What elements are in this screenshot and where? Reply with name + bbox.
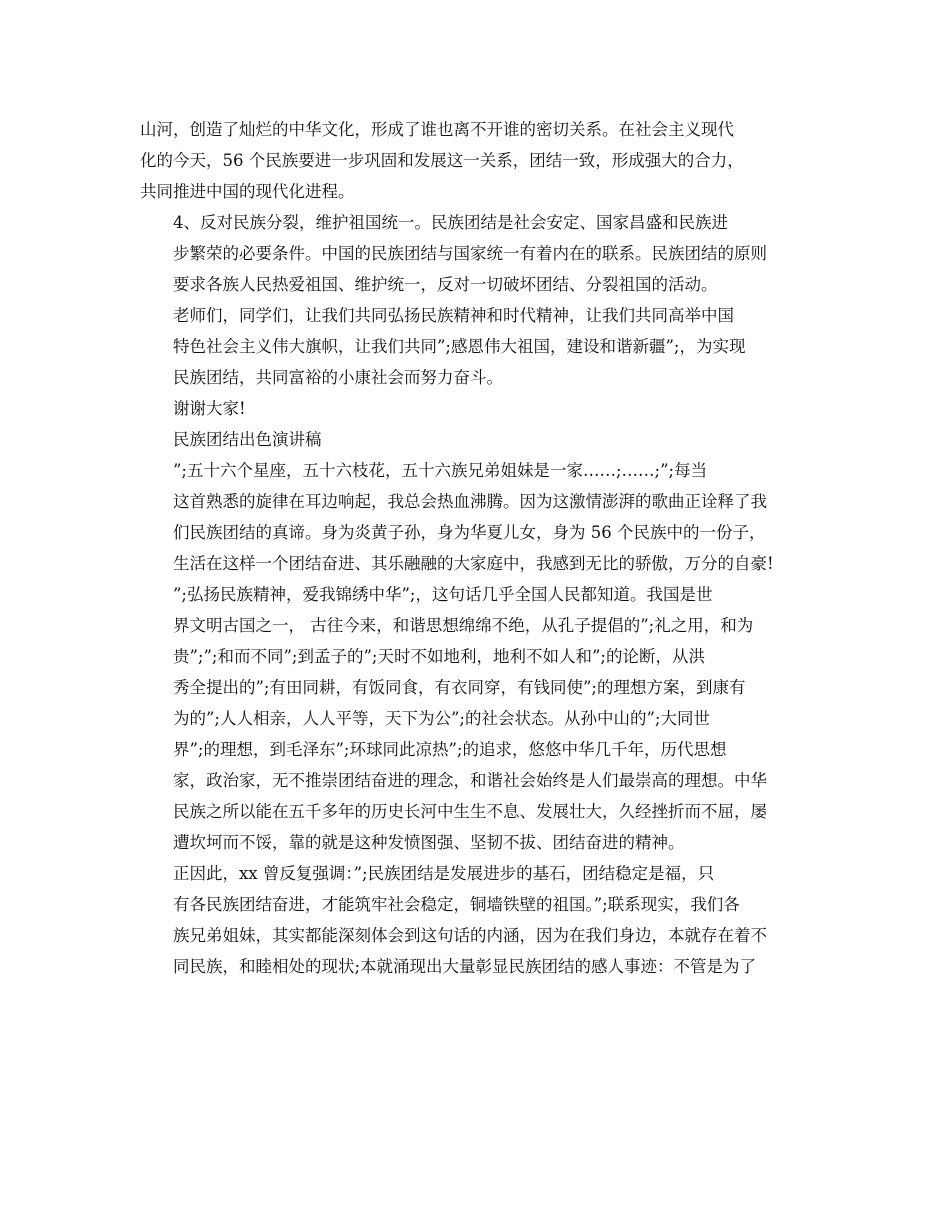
text-line: 共同推进中国的现代化进程。: [140, 182, 355, 201]
paragraph-p3: [140, 300, 830, 393]
text-line: 界”;的理想，到毛泽东”;环球同此凉热”;的追求，悠悠中华几千年，历代思想: [173, 740, 727, 759]
text-line: 遭坎坷而不馁，靠的就是这种发愤图强、坚韧不拔、团结奋进的精神。: [173, 833, 685, 852]
paragraph-p4: [140, 393, 830, 424]
paragraph-p2: [140, 207, 830, 300]
text-line: ”;五十六个星座，五十六枝花，五十六族兄弟姐妹是一家……;……;”;每当: [173, 461, 708, 480]
text-line: 谢谢大家!: [173, 399, 246, 418]
paragraph-p8: [140, 858, 830, 982]
text-line: 们民族团结的真谛。身为炎黄子孙，身为华夏儿女，身为 56 个民族中的一份子，: [173, 523, 766, 542]
text-line: 正因此，xx 曾反复强调：”;民族团结是发展进步的基石，团结稳定是福，只: [173, 864, 715, 883]
text-line: 化的今天，56 个民族要进一步巩固和发展这一关系，团结一致，形成强大的合力，: [140, 151, 744, 170]
text-line: 界文明古国之一， 古往今来，和谐思想绵绵不绝，从孔子提倡的”;礼之用，和为: [173, 616, 754, 635]
text-line: 民族之所以能在五千多年的历史长河中生生不息、发展壮大，久经挫折而不屈，屡: [173, 802, 767, 821]
text-line: 4、反对民族分裂，维护祖国统一。民族团结是社会安定、国家昌盛和民族进: [173, 213, 728, 232]
paragraph-p1: [140, 114, 830, 207]
text-line: 民族团结，共同富裕的小康社会而努力奋斗。: [173, 368, 503, 387]
text-line: ”;弘扬民族精神，爱我锦绣中华”;，这句话几乎全国人民都知道。我国是世: [173, 585, 713, 604]
text-line: 生活在这样一个团结奋进、其乐融融的大家庭中，我感到无比的骄傲，万分的自豪!: [173, 554, 774, 573]
text-line: 贵”;”;和而不同”;到孟子的”;天时不如地利，地利不如人和”;的论断，从洪: [173, 647, 705, 666]
text-line: 这首熟悉的旋律在耳边响起，我总会热血沸腾。因为这激情澎湃的歌曲正诠释了我: [173, 492, 767, 511]
text-line: 老师们，同学们，让我们共同弘扬民族精神和时代精神，让我们共同高举中国: [173, 306, 734, 325]
text-line: 特色社会主义伟大旗帜，让我们共同”;感恩伟大祖国，建设和谐新疆”;，为实现: [173, 337, 746, 356]
paragraph-p7: [140, 579, 830, 858]
text-line: 有各民族团结奋进，才能筑牢社会稳定，铜墙铁壁的祖国。”;联系现实，我们各: [173, 895, 740, 914]
text-line: 为的”;人人相亲，人人平等，天下为公”;的社会状态。从孙中山的”;大同世: [173, 709, 710, 728]
text-line: 家，政治家，无不推崇团结奋进的理念，和谐社会始终是人们最崇高的理想。中华: [173, 771, 767, 790]
text-line: 同民族，和睦相处的现状;本就涌现出大量彰显民族团结的感人事迹：不管是为了: [173, 957, 757, 976]
document-body: [140, 114, 830, 982]
paragraph-p6: [140, 455, 830, 579]
text-line: 民族团结出色演讲稿: [173, 430, 322, 449]
text-line: 族兄弟姐妹，其实都能深刻体会到这句话的内涵，因为在我们身边，本就存在着不: [173, 926, 767, 945]
text-line: 秀全提出的”;有田同耕，有饭同食，有衣同穿，有钱同使”;的理想方案，到康有: [173, 678, 746, 697]
text-line: 要求各族人民热爱祖国、维护统一，反对一切破坏团结、分裂祖国的活动。: [173, 275, 718, 294]
text-line: 山河，创造了灿烂的中华文化，形成了谁也离不开谁的密切关系。在社会主义现代: [140, 120, 734, 139]
text-line: 步繁荣的必要条件。中国的民族团结与国家统一有着内在的联系。民族团结的原则: [173, 244, 767, 263]
paragraph-p5: [140, 424, 830, 455]
